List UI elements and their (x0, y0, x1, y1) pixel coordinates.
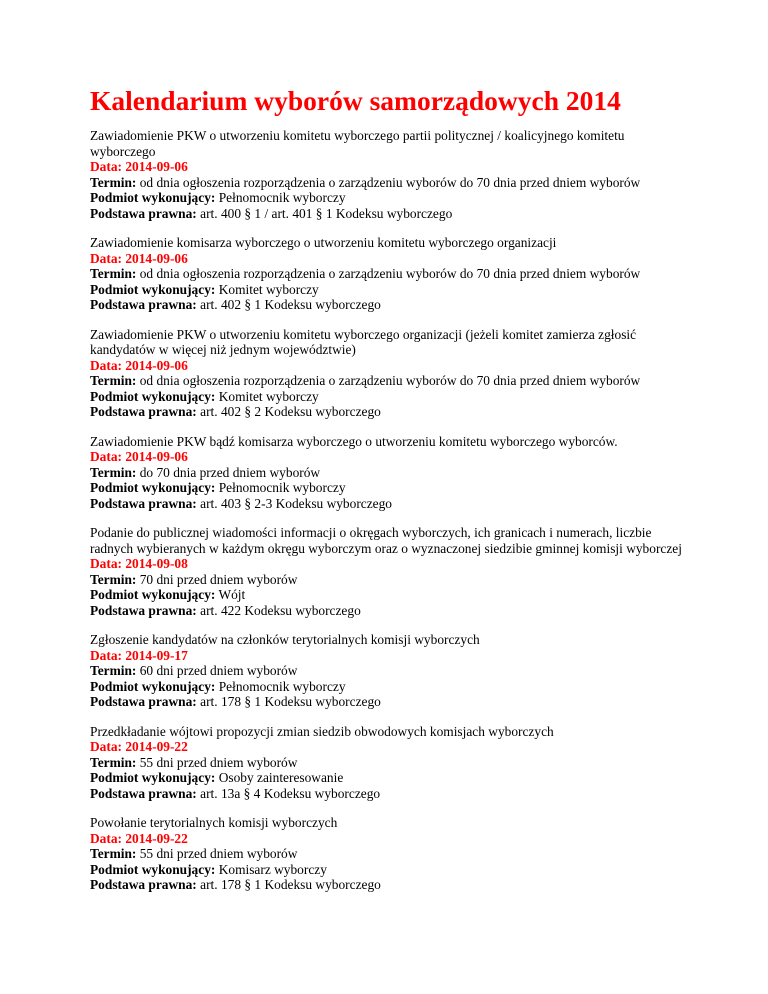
entry-term-line (90, 663, 690, 679)
entry-date-line (90, 831, 690, 847)
legal-basis-label: Podstawa prawna: (90, 297, 197, 312)
date-label: Data: (90, 830, 122, 846)
entry-executor-line (90, 587, 690, 603)
calendar-entry (90, 632, 690, 710)
entry-legal-basis: art. 400 § 1 / art. 401 § 1 Kodeksu wyborczego (200, 205, 453, 221)
entry-date-line (90, 251, 690, 267)
entry-executor: Komitet wyborczy (218, 388, 319, 404)
entry-date: 2014-09-06 (125, 449, 188, 464)
legal-basis-label: Podstawa prawna: (90, 404, 197, 419)
entry-term-line (90, 755, 690, 771)
legal-basis-label: Podstawa prawna: (90, 785, 197, 801)
entry-executor: Pełnomocnik wyborczy (218, 480, 346, 495)
entry-description: Powołanie terytorialnych komisji wyborczych (90, 815, 338, 830)
entry-legal-basis-line (90, 496, 690, 512)
entry-date-line (90, 648, 690, 664)
executor-label: Podmiot wykonujący: (90, 388, 216, 404)
entry-term: 55 dni przed dniem wyborów (139, 846, 298, 861)
date-label: Data: (90, 357, 122, 373)
term-label: Termin: (90, 464, 137, 480)
entry-legal-basis-line (90, 694, 690, 710)
entry-executor-line (90, 282, 690, 298)
legal-basis-label: Podstawa prawna: (90, 877, 197, 892)
entry-executor-line (90, 480, 690, 496)
entry-description: Zawiadomienie PKW o utworzeniu komitetu wyborczego organizacji (jeżeli komitet zamierza zgłosić kandydatów w więcej niż jednym województwie) (90, 326, 637, 357)
entry-term: od dnia ogłoszenia rozporządzenia o zarządzeniu wyborów do 70 dnia przed dniem wyborów (139, 174, 641, 190)
entry-term-line (90, 373, 690, 389)
entry-legal-basis: art. 403 § 2-3 Kodeksu wyborczego (200, 495, 393, 511)
entry-executor-line (90, 862, 690, 878)
calendar-entry (90, 128, 690, 221)
entry-term: 55 dni przed dniem wyborów (139, 754, 298, 770)
entry-legal-basis-line (90, 877, 690, 893)
entry-description: Zawiadomienie PKW bądź komisarza wyborczego o utworzeniu komitetu wyborczego wyborców. (90, 433, 618, 449)
entry-legal-basis-line (90, 404, 690, 420)
date-label: Data: (90, 739, 122, 754)
date-label: Data: (90, 556, 122, 571)
entry-legal-basis-line (90, 297, 690, 313)
entry-term-line (90, 465, 690, 481)
date-label: Data: (90, 159, 122, 174)
term-label: Termin: (90, 754, 137, 770)
entry-legal-basis: art. 402 § 2 Kodeksu wyborczego (200, 404, 381, 419)
term-label: Termin: (90, 266, 137, 281)
term-label: Termin: (90, 373, 137, 388)
term-label: Termin: (90, 846, 137, 861)
executor-label: Podmiot wykonujący: (90, 281, 216, 297)
entry-term: 60 dni przed dniem wyborów (139, 663, 298, 678)
calendar-entry (90, 525, 690, 618)
entry-legal-basis: art. 178 § 1 Kodeksu wyborczego (200, 694, 381, 709)
entry-date: 2014-09-17 (125, 647, 188, 663)
entry-date: 2014-09-08 (125, 556, 188, 571)
date-label: Data: (90, 449, 122, 464)
entry-term: 70 dni przed dniem wyborów (139, 571, 298, 587)
calendar-entry (90, 434, 690, 512)
entry-term: do 70 dnia przed dniem wyborów (139, 464, 321, 480)
entry-date: 2014-09-06 (125, 159, 188, 174)
entry-executor: Osoby zainteresowanie (218, 770, 344, 785)
entry-executor-line (90, 190, 690, 206)
entry-date: 2014-09-22 (125, 830, 188, 846)
document-page (90, 84, 690, 907)
entry-legal-basis: art. 178 § 1 Kodeksu wyborczego (200, 877, 381, 892)
legal-basis-label: Podstawa prawna: (90, 694, 197, 709)
entry-executor: Komisarz wyborczy (218, 861, 327, 877)
entry-term: od dnia ogłoszenia rozporządzenia o zarządzeniu wyborów do 70 dnia przed dniem wyborów (139, 373, 641, 388)
legal-basis-label: Podstawa prawna: (90, 205, 197, 221)
page-title: Kalendarium wyborów samorządowych 2014 (90, 85, 621, 116)
calendar-entry (90, 235, 690, 313)
executor-label: Podmiot wykonujący: (90, 861, 216, 877)
calendar-entries (90, 128, 690, 893)
entry-legal-basis: art. 402 § 1 Kodeksu wyborczego (200, 297, 381, 312)
legal-basis-label: Podstawa prawna: (90, 602, 197, 618)
entry-description: Zgłoszenie kandydatów na członków terytorialnych komisji wyborczych (90, 632, 480, 647)
entry-date: 2014-09-06 (125, 357, 188, 373)
entry-date-line (90, 159, 690, 175)
entry-description: Przedkładanie wójtowi propozycji zmian siedzib obwodowych komisjach wyborczych (90, 723, 554, 739)
date-label: Data: (90, 647, 122, 663)
entry-legal-basis-line (90, 206, 690, 222)
entry-executor: Pełnomocnik wyborczy (218, 678, 346, 694)
term-label: Termin: (90, 663, 137, 678)
executor-label: Podmiot wykonujący: (90, 190, 216, 205)
entry-date-line (90, 739, 690, 755)
entry-date-line (90, 556, 690, 572)
entry-legal-basis-line (90, 603, 690, 619)
entry-description: Zawiadomienie PKW o utworzeniu komitetu wyborczego partii politycznej / koalicyjnego komitetu wyborczego (90, 128, 625, 159)
entry-term-line (90, 266, 690, 282)
calendar-entry (90, 815, 690, 893)
entry-term-line (90, 846, 690, 862)
entry-date: 2014-09-22 (125, 739, 188, 754)
entry-term: od dnia ogłoszenia rozporządzenia o zarządzeniu wyborów do 70 dnia przed dniem wyborów (139, 266, 641, 281)
entry-date-line (90, 449, 690, 465)
executor-label: Podmiot wykonujący: (90, 770, 216, 785)
calendar-entry (90, 327, 690, 420)
executor-label: Podmiot wykonujący: (90, 480, 216, 495)
entry-term-line (90, 175, 690, 191)
entry-executor: Komitet wyborczy (218, 281, 319, 297)
entry-executor: Pełnomocnik wyborczy (218, 190, 346, 205)
executor-label: Podmiot wykonujący: (90, 587, 216, 602)
legal-basis-label: Podstawa prawna: (90, 495, 197, 511)
entry-description: Zawiadomienie komisarza wyborczego o utworzeniu komitetu wyborczego organizacji (90, 235, 557, 250)
entry-executor: Wójt (218, 587, 246, 602)
date-label: Data: (90, 250, 122, 266)
term-label: Termin: (90, 174, 137, 190)
entry-executor-line (90, 389, 690, 405)
entry-executor-line (90, 770, 690, 786)
entry-legal-basis: art. 13a § 4 Kodeksu wyborczego (200, 785, 381, 801)
entry-description: Podanie do publicznej wiadomości informacji o okręgach wyborczych, ich granicach i numerach, liczbie radnych wybieranych w każdym okręgu wyborczym oraz o wyznaczonej siedzibie gminnej komisji wyborczej (90, 525, 682, 556)
calendar-entry (90, 724, 690, 802)
entry-date: 2014-09-06 (125, 250, 188, 266)
executor-label: Podmiot wykonujący: (90, 678, 216, 694)
entry-legal-basis: art. 422 Kodeksu wyborczego (200, 602, 361, 618)
entry-executor-line (90, 679, 690, 695)
term-label: Termin: (90, 571, 137, 587)
entry-term-line (90, 572, 690, 588)
entry-legal-basis-line (90, 786, 690, 802)
entry-date-line (90, 358, 690, 374)
